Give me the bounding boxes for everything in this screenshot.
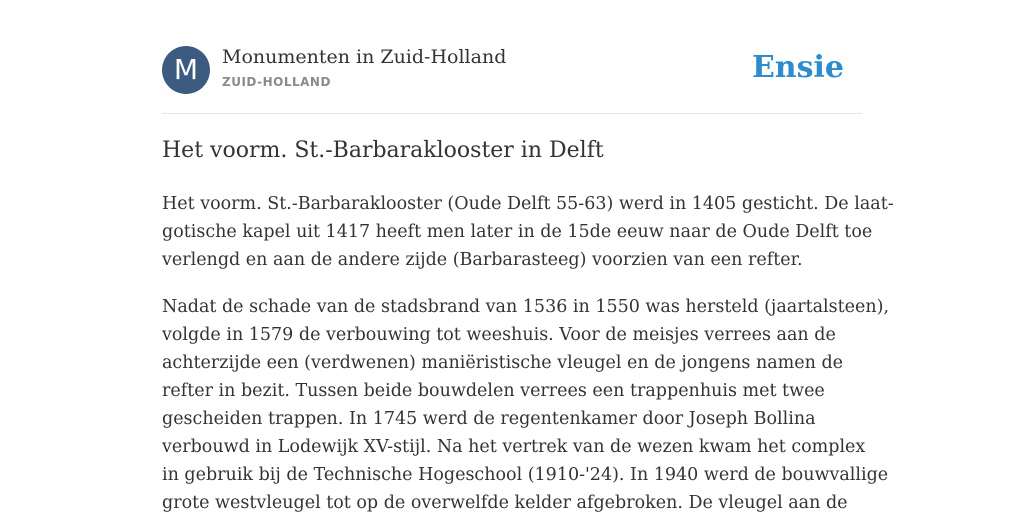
site-subtitle[interactable]: ZUID-HOLLAND	[222, 75, 331, 89]
paragraph-line: grote westvleugel tot op de overwelfde kelder afgebroken. De vleugel aan de	[162, 493, 848, 512]
paragraph-line: gescheiden trappen. In 1745 werd de regentenkamer door Joseph Bollina	[162, 409, 816, 429]
paragraph-line: in gebruik bij de Technische Hogeschool (1910-'24). In 1940 werd de bouwvallige	[162, 465, 889, 485]
paragraph-line: Het voorm. St.-Barbaraklooster (Oude Delft 55-63) werd in 1405 gesticht. De laat-	[162, 194, 894, 214]
paragraph-line: achterzijde een (verdwenen) maniëristische vleugel en de jongens namen de	[162, 353, 844, 373]
paragraph-line: verlengd en aan de andere zijde (Barbarasteeg) voorzien van een refter.	[162, 250, 803, 270]
site-title[interactable]: Monumenten in Zuid-Holland	[222, 46, 507, 68]
avatar[interactable]: M	[162, 46, 210, 94]
brand-logo[interactable]: Ensie	[751, 50, 844, 85]
article-title: Het voorm. St.-Barbaraklooster in Delft	[162, 138, 604, 163]
paragraph-line: verbouwd in Lodewijk XV-stijl. Na het vertrek van de wezen kwam het complex	[162, 437, 866, 457]
paragraph-line: refter in bezit. Tussen beide bouwdelen verrees een trappenhuis met twee	[162, 381, 825, 401]
paragraph-line: gotische kapel uit 1417 heeft men later in de 15de eeuw naar de Oude Delft toe	[162, 222, 873, 242]
header-divider	[162, 113, 862, 114]
paragraph-line: Nadat de schade van de stadsbrand van 1536 in 1550 was hersteld (jaartalsteen),	[162, 297, 890, 317]
paragraph-2	[162, 293, 890, 512]
header	[162, 46, 862, 96]
paragraph-1	[162, 190, 894, 274]
paragraph-line: volgde in 1579 de verbouwing tot weeshuis. Voor de meisjes verrees aan de	[162, 325, 836, 345]
